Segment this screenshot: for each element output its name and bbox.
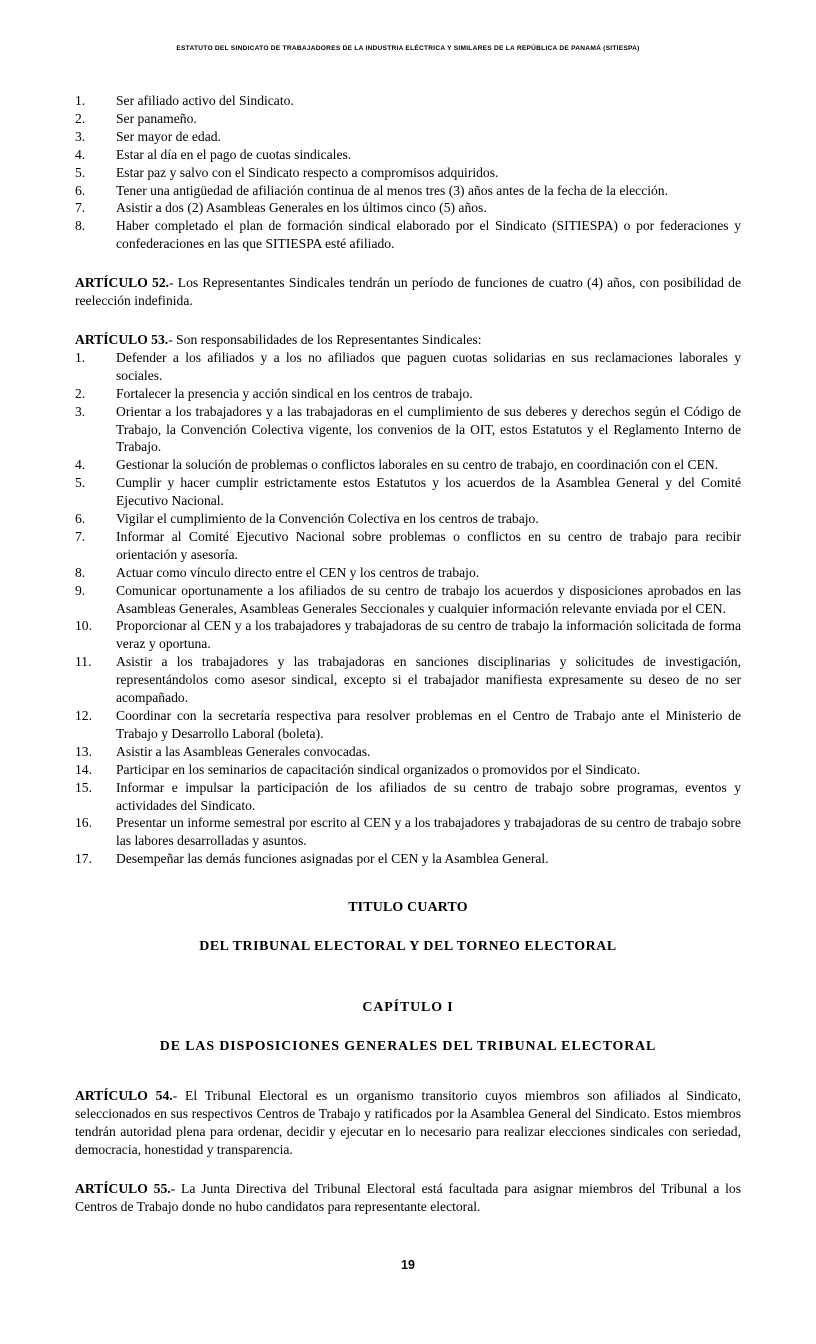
list-item-number: 3. [75, 128, 86, 144]
list-item-text: Estar paz y salvo con el Sindicato respecto a compromisos adquiridos. [116, 164, 499, 180]
list-item-text: Ser mayor de edad. [116, 128, 221, 144]
article-53-label: ARTÍCULO 53. [75, 331, 169, 347]
capitulo-subheading: DE LAS DISPOSICIONES GENERALES DEL TRIBUNAL ELECTORAL [159, 1039, 657, 1055]
list-item [75, 564, 741, 582]
list-item-text: Fortalecer la presencia y acción sindical en los centros de trabajo. [116, 385, 473, 401]
list-item [75, 743, 741, 761]
list-item-text: Comunicar oportunamente a los afiliados de su centro de trabajo los acuerdos y disposiciones aprobados en las Asambleas Generales, Asambleas Generales Seccionales y cualquier información relevante enviada por el CEN. [116, 582, 741, 616]
list-item-text: Gestionar la solución de problemas o conflictos laborales en su centro de trabajo, en coordinación con el CEN. [116, 457, 719, 473]
spacer [75, 918, 741, 937]
list-item [75, 582, 741, 618]
list-item-text: Asistir a dos (2) Asambleas Generales en los últimos cinco (5) años. [116, 200, 487, 216]
list-item [75, 456, 741, 474]
article-54-body: - El Tribunal Electoral es un organismo transitorio cuyos miembros son afiliados al Sindicato, seleccionados en sus respectivos Centros de Trabajo y ratificados por la Asamblea General del Sindicato. Estos miembros tendrán autoridad plena para ordenar, decidir y ejecutar en lo necesario para realizar elecciones sindicales con seriedad, democracia, honestidad y transparencia. [75, 1088, 741, 1157]
capitulo-heading: CAPÍTULO I [362, 1000, 454, 1016]
article-52-body: - Los Representantes Sindicales tendrán un período de funciones de cuatro (4) años, con posibilidad de reelección indefinida. [75, 275, 741, 309]
list-item-number: 13. [75, 743, 92, 759]
list-item-text: Ser panameño. [116, 110, 197, 126]
list-item-text: Tener una antigüedad de afiliación continua de al menos tres (3) años antes de la fecha de la elección. [116, 182, 668, 198]
list-item-number: 1. [75, 349, 86, 365]
list-item-text: Proporcionar al CEN y a los trabajadores y trabajadoras de su centro de trabajo la información solicitada de forma veraz y oportuna. [116, 618, 741, 652]
article-53-paragraph [75, 331, 741, 349]
list-item-number: 4. [75, 146, 86, 162]
list-item [75, 349, 741, 385]
list-item [75, 653, 741, 707]
list-item-number: 15. [75, 779, 92, 795]
list-item-number: 6. [75, 182, 86, 198]
spacer [75, 1159, 741, 1180]
list-item-number: 7. [75, 200, 86, 216]
list-item [75, 814, 741, 850]
list-item-number: 12. [75, 708, 92, 723]
list-item [75, 850, 741, 868]
list-item-text: Desempeñar las demás funciones asignadas por el CEN y la Asamblea General. [116, 851, 549, 867]
list-item [75, 182, 741, 200]
list-item [75, 779, 741, 815]
list-item [75, 92, 741, 110]
list-item-text: Asistir a las Asambleas Generales convocadas. [116, 743, 371, 759]
list-item-number: 9. [75, 582, 86, 598]
list-item [75, 510, 741, 528]
list-item-text: Vigilar el cumplimiento de la Convención Colectiva en los centros de trabajo. [116, 511, 539, 527]
list-item-number: 11. [75, 654, 92, 670]
list-item-number: 6. [75, 511, 86, 527]
list-item-number: 2. [75, 110, 86, 126]
article-55-paragraph [75, 1180, 741, 1216]
spacer [75, 868, 741, 898]
list-item-text: Defender a los afiliados y a los no afiliados que paguen cuotas solidarias en sus reclamaciones laborales y sociales. [116, 349, 741, 383]
list-item-number: 8. [75, 218, 86, 234]
list-item [75, 110, 741, 128]
list-item-number: 7. [75, 528, 86, 544]
article-54-paragraph [75, 1087, 741, 1159]
list-item-text: Informar e impulsar la participación de los afiliados de su centro de trabajo sobre programas, eventos y actividades del Sindicato. [116, 779, 741, 813]
responsibilities-list [75, 349, 741, 868]
list-item-text: Informar al Comité Ejecutivo Nacional sobre problemas o conflictos en su centro de trabajo para recibir orientación y asesoría. [116, 528, 741, 562]
list-item-text: Actuar como vínculo directo entre el CEN y los centros de trabajo. [116, 564, 480, 580]
list-item [75, 217, 741, 253]
article-53-body: - Son responsabilidades de los Representantes Sindicales: [168, 331, 482, 347]
spacer [75, 957, 741, 998]
list-item-number: 17. [75, 851, 92, 867]
article-55-body: - La Junta Directiva del Tribunal Electoral está facultada para asignar miembros del Tribunal a los Centros de Trabajo donde no hubo candidatos para representante electoral. [75, 1180, 742, 1214]
list-item [75, 385, 741, 403]
list-item [75, 528, 741, 564]
list-item [75, 707, 741, 743]
article-52-label: ARTÍCULO 52. [75, 275, 170, 291]
spacer [75, 1018, 741, 1037]
list-item-text: Asistir a los trabajadores y las trabajadoras en sanciones disciplinarias y solicitudes de investigación, representándolos como asesor sindical, excepto si el trabajador manifiesta expresamente su deseo de no ser acompañado. [116, 654, 741, 706]
titulo-subheading: DEL TRIBUNAL ELECTORAL Y DEL TORNEO ELECTORAL [199, 939, 617, 955]
article-54-label: ARTÍCULO 54. [75, 1088, 173, 1104]
list-item-text: Cumplir y hacer cumplir estrictamente estos Estatutos y los acuerdos de la Asamblea General y del Comité Ejecutivo Nacional. [116, 475, 741, 509]
spacer [75, 310, 741, 331]
article-52-paragraph [75, 274, 741, 310]
list-item-number: 10. [75, 618, 92, 634]
list-item-text: Presentar un informe semestral por escrito al CEN y a los trabajadores y trabajadoras de su centro de trabajo sobre las labores desarrolladas y asuntos. [116, 815, 741, 849]
list-item-text: Participar en los seminarios de capacitación sindical organizados o promovidos por el Sindicato. [116, 761, 641, 777]
list-item-number: 5. [75, 475, 86, 491]
list-item-text: Coordinar con la secretaría respectiva para resolver problemas en el Centro de Trabajo ante el Ministerio de Trabajo y Desarrollo Laboral (boleta). [116, 708, 741, 741]
spacer [75, 253, 741, 274]
page-content [75, 92, 741, 1216]
list-item [75, 403, 741, 457]
list-item [75, 617, 741, 653]
list-item-number: 8. [75, 564, 86, 580]
requirements-list [75, 92, 741, 253]
titulo-heading: TITULO CUARTO [348, 900, 468, 916]
list-item-number: 5. [75, 164, 86, 180]
list-item-text: Haber completado el plan de formación sindical elaborado por el Sindicato (SITIESPA) o por federaciones y confederaciones en las que SITIESPA esté afiliado. [116, 218, 741, 252]
list-item [75, 474, 741, 510]
list-item [75, 146, 741, 164]
list-item-number: 3. [75, 403, 86, 419]
running-header: ESTATUTO DEL SINDICATO DE TRABAJADORES DE LA INDUSTRIA ELÉCTRICA Y SIMILARES DE LA REPÚBLICA DE PANAMÁ (SITIESPA) [176, 45, 640, 52]
list-item [75, 128, 741, 146]
list-item-number: 14. [75, 761, 92, 777]
list-item-number: 1. [75, 93, 86, 108]
list-item [75, 199, 741, 217]
list-item [75, 761, 741, 779]
page-number: 19 [401, 1258, 415, 1272]
list-item-number: 4. [75, 457, 86, 473]
article-55-label: ARTÍCULO 55. [75, 1180, 171, 1196]
list-item-text: Orientar a los trabajadores y a las trabajadoras en el cumplimiento de sus deberes y derechos según el Código de Trabajo, la Convención Colectiva vigente, los convenios de la OIT, estos Estatutos y el Reglamento Interno de Trabajo. [116, 403, 741, 455]
list-item-number: 2. [75, 385, 86, 401]
list-item-number: 16. [75, 815, 92, 831]
list-item-text: Ser afiliado activo del Sindicato. [116, 93, 294, 108]
list-item-text: Estar al día en el pago de cuotas sindicales. [116, 146, 352, 162]
list-item [75, 164, 741, 182]
spacer [75, 1057, 741, 1087]
